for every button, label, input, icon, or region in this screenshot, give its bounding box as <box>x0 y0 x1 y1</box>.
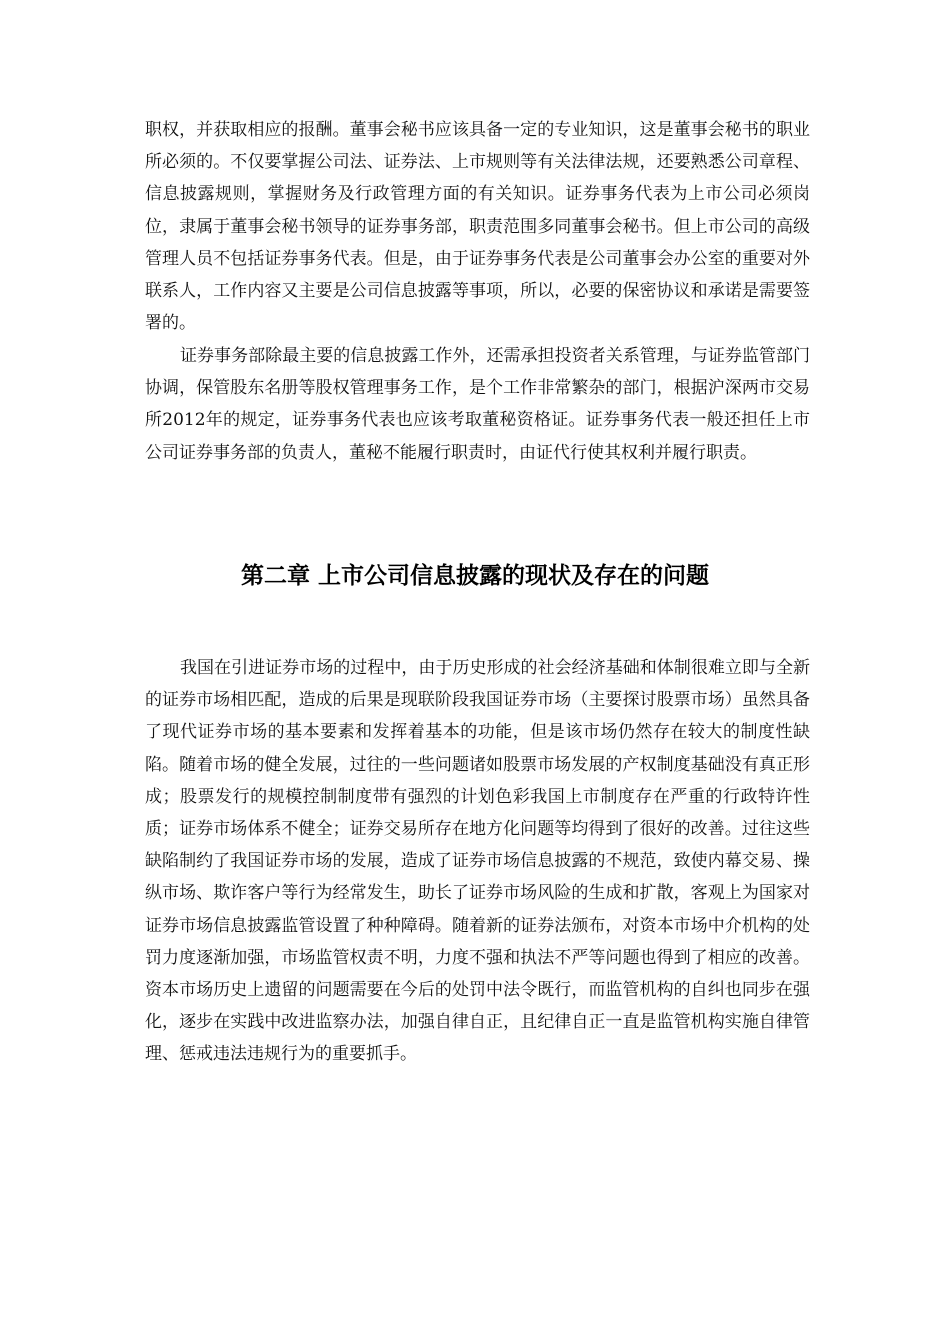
paragraph-3: 我国在引进证券市场的过程中，由于历史形成的社会经济基础和体制很难立即与全新的证券市场相匹配，造成的后果是现联阶段我国证券市场（主要探讨股票市场）虽然具备了现代证券市场的基本要素和发挥着基本的功能，但是该市场仍然存在较大的制度性缺陷。随着市场的健全发展，过往的一些问题诸如股票市场发展的产权制度基础没有真正形成；股票发行的规模控制制度带有强烈的计划色彩我国上市制度存在严重的行政特许性质；证券市场体系不健全；证券交易所存在地方化问题等均得到了很好的改善。过往这些缺陷制约了我国证券市场的发展，造成了证券市场信息披露的不规范，致使内幕交易、操纵市场、欺诈客户等行为经常发生，助长了证券市场风险的生成和扩散，客观上为国家对证券市场信息披露监管设置了种种障碍。随着新的证券法颁布，对资本市场中介机构的处罚力度逐渐加强，市场监管权责不明，力度不强和执法不严等问题也得到了相应的改善。资本市场历史上遗留的问题需要在今后的处罚中法令既行，而监管机构的自纠也同步在强化，逐步在实践中改进监察办法，加强自律自正，且纪律自正一直是监管机构实施自律管理、惩戒违法违规行为的重要抓手。 <box>145 658 810 1065</box>
paragraph-1: 职权，并获取相应的报酬。董事会秘书应该具备一定的专业知识，这是董事会秘书的职业所必须的。不仅要掌握公司法、证券法、上市规则等有关法律法规，还要熟悉公司章程、信息披露规则，掌握财务及行政管理方面的有关知识。证券事务代表为上市公司必须岗位，隶属于董事会秘书领导的证券事务部，职责范围多同董事会秘书。但上市公司的高级管理人员不包括证券事务代表。但是，由于证券事务代表是公司董事会办公室的重要对外联系人，工作内容又主要是公司信息披露等事项，所以，必要的保密协议和承诺是需要签署的。 <box>145 120 810 334</box>
chapter-title: 第二章 上市公司信息披露的现状及存在的问题 <box>240 563 709 589</box>
paragraph-2: 证券事务部除最主要的信息披露工作外，还需承担投资者关系管理，与证券监管部门协调，保管股东名册等股权管理事务工作，是个工作非常繁杂的部门，根据沪深两市交易所2012年的规定，证券事务代表也应该考取董秘资格证。证券事务代表一般还担任上市公司证券事务部的负责人，董秘不能履行职责时，由证代行使其权利并履行职责。 <box>145 346 810 463</box>
